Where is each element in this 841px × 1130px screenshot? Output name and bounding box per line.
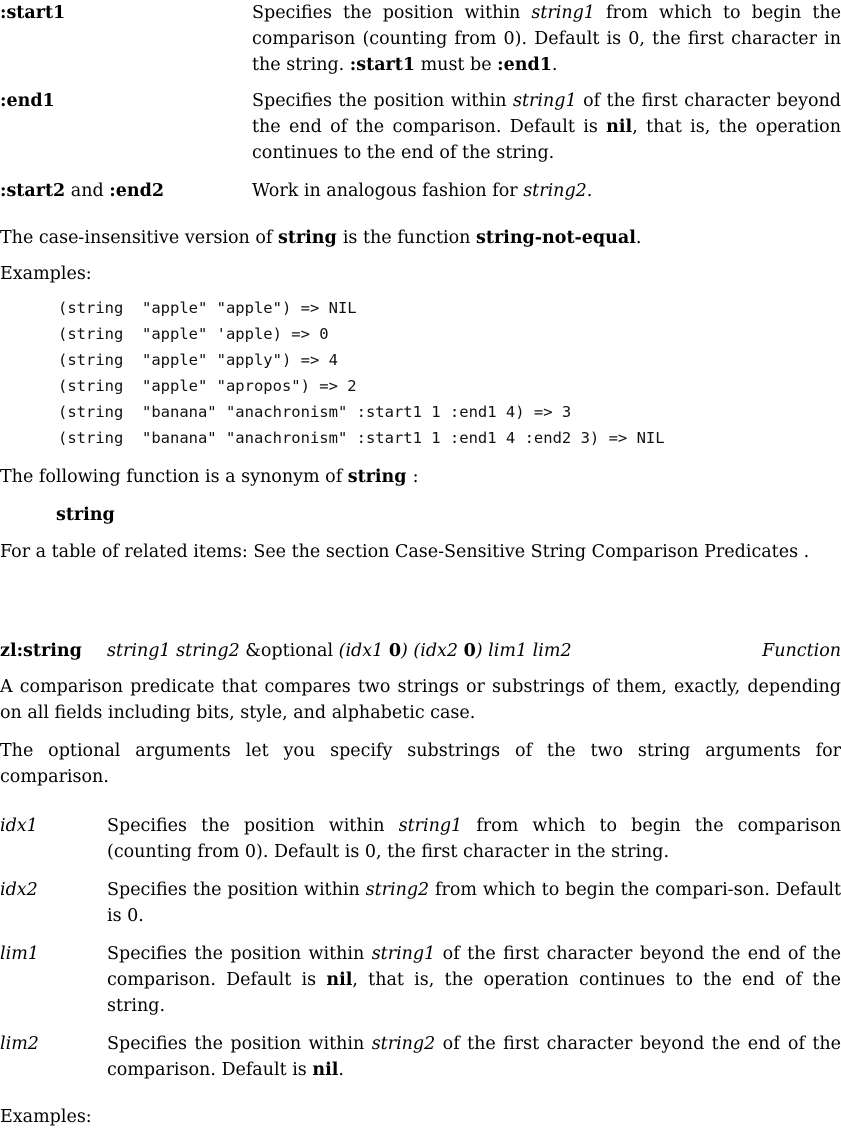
text-run: Specifies the position within — [107, 1034, 372, 1054]
optional-args-paragraph: The optional arguments let you specify substrings of the two string arguments for comparison. — [0, 741, 841, 787]
bold-run: nil — [326, 970, 353, 990]
arg-desc-end1 — [252, 88, 841, 166]
examples-label-2: Examples: — [0, 1107, 92, 1127]
code-examples — [58, 295, 665, 451]
text-run: . — [635, 228, 642, 248]
italic-run: string2 — [365, 880, 430, 900]
text-run: from which to begin the comparison (counting from 0). Default is 0, the first character in the string. — [252, 3, 841, 75]
text-run: Work in analogous fashion for — [252, 181, 524, 201]
bold-run: nil — [312, 1060, 339, 1080]
arg-term-lim2: lim2 — [0, 1034, 39, 1054]
italic-run: string2 — [523, 181, 587, 201]
italic-run: string1 — [513, 91, 577, 111]
synonym-item: string — [56, 505, 115, 525]
bold-run: string — [277, 228, 343, 248]
text-run: . — [551, 55, 558, 75]
code-line: (string "apple" "apropos") => 2 — [58, 377, 357, 395]
text-run: of the first character beyond the end of the comparison. Default is — [107, 1034, 841, 1080]
text-run: Specifies the position within — [107, 944, 372, 964]
text-run: Specifies the position within — [107, 816, 399, 836]
text-run: . — [338, 1060, 344, 1080]
function-name: zl:string — [0, 641, 82, 661]
code-line: (string "apple" "apply") => 4 — [58, 351, 338, 369]
arg-term-lim1: lim1 — [0, 944, 39, 964]
bold-run: :end1 — [497, 55, 552, 75]
italic-run: string1 — [398, 816, 463, 836]
arg-desc-start1 — [252, 0, 841, 78]
text-run: from which to begin the comparison (counting from 0). Default is 0, the first character in the string. — [107, 816, 841, 862]
text-run: Specifies the position within — [252, 91, 513, 111]
code-line: (string "banana" "anachronism" :start1 1 :end1 4) => 3 — [58, 403, 572, 421]
text-run: from which to begin the compari-son. Default is 0. — [107, 880, 841, 926]
text-run: of the first character beyond the end of the comparison. Default is — [252, 91, 841, 137]
code-line: (string "apple" "apple") => NIL — [58, 299, 357, 317]
see-section-paragraph: For a table of related items: See the section Case-Sensitive String Comparison Predicates . — [0, 542, 810, 562]
arg-desc-start2-end2 — [252, 178, 841, 204]
function-signature: zl:string string1 string2 &optional (idx1 0) (idx2 0) lim1 lim2 — [0, 641, 572, 661]
bold-run: nil — [606, 117, 633, 137]
examples-label: Examples: — [0, 264, 92, 284]
arg-term-start1: :start1 — [0, 3, 66, 23]
italic-run: string1 — [531, 3, 595, 23]
code-line: (string "apple" 'apple) => 0 — [58, 325, 329, 343]
arg-term-idx2: idx2 — [0, 880, 38, 900]
text-run: , that is, the operation continues to the end of the string. — [252, 117, 841, 163]
italic-run: string2 — [371, 1034, 436, 1054]
italic-run: string1 — [371, 944, 436, 964]
synonym-paragraph: The following function is a synonym of string : — [0, 467, 419, 487]
arg-term-end1: :end1 — [0, 91, 55, 111]
code-line: (string "banana" "anachronism" :start1 1 :end1 4 :end2 3) => NIL — [58, 429, 665, 447]
function-description: A comparison predicate that compares two strings or substrings of them, exactly, depending on all fields including bits, style, and alphabetic case. — [0, 677, 841, 723]
function-kind: Function — [762, 641, 841, 661]
text-run: . — [586, 181, 593, 201]
text-run: , that is, the operation continues to the end of the string. — [107, 970, 841, 1016]
arg-desc-idx2 — [107, 877, 841, 929]
bold-run: string-not-equal — [476, 228, 636, 248]
text-run: must be — [415, 55, 498, 75]
text-run: of the first character beyond the end of the comparison. Default is — [107, 944, 841, 990]
text-run: The case-insensitive version of — [0, 228, 278, 248]
text-run: Specifies the position within — [107, 880, 366, 900]
bold-run: :start1 — [349, 55, 416, 75]
arg-desc-lim2 — [107, 1031, 841, 1083]
arg-term-start2-end2: :start2 and :end2 — [0, 181, 164, 201]
text-run: is the function — [342, 228, 477, 248]
arg-desc-lim1 — [107, 941, 841, 1019]
arg-term-idx1: idx1 — [0, 816, 38, 836]
arg-desc-idx1 — [107, 813, 841, 865]
text-run: Specifies the position within — [252, 3, 532, 23]
case-insensitive-paragraph — [0, 225, 841, 251]
